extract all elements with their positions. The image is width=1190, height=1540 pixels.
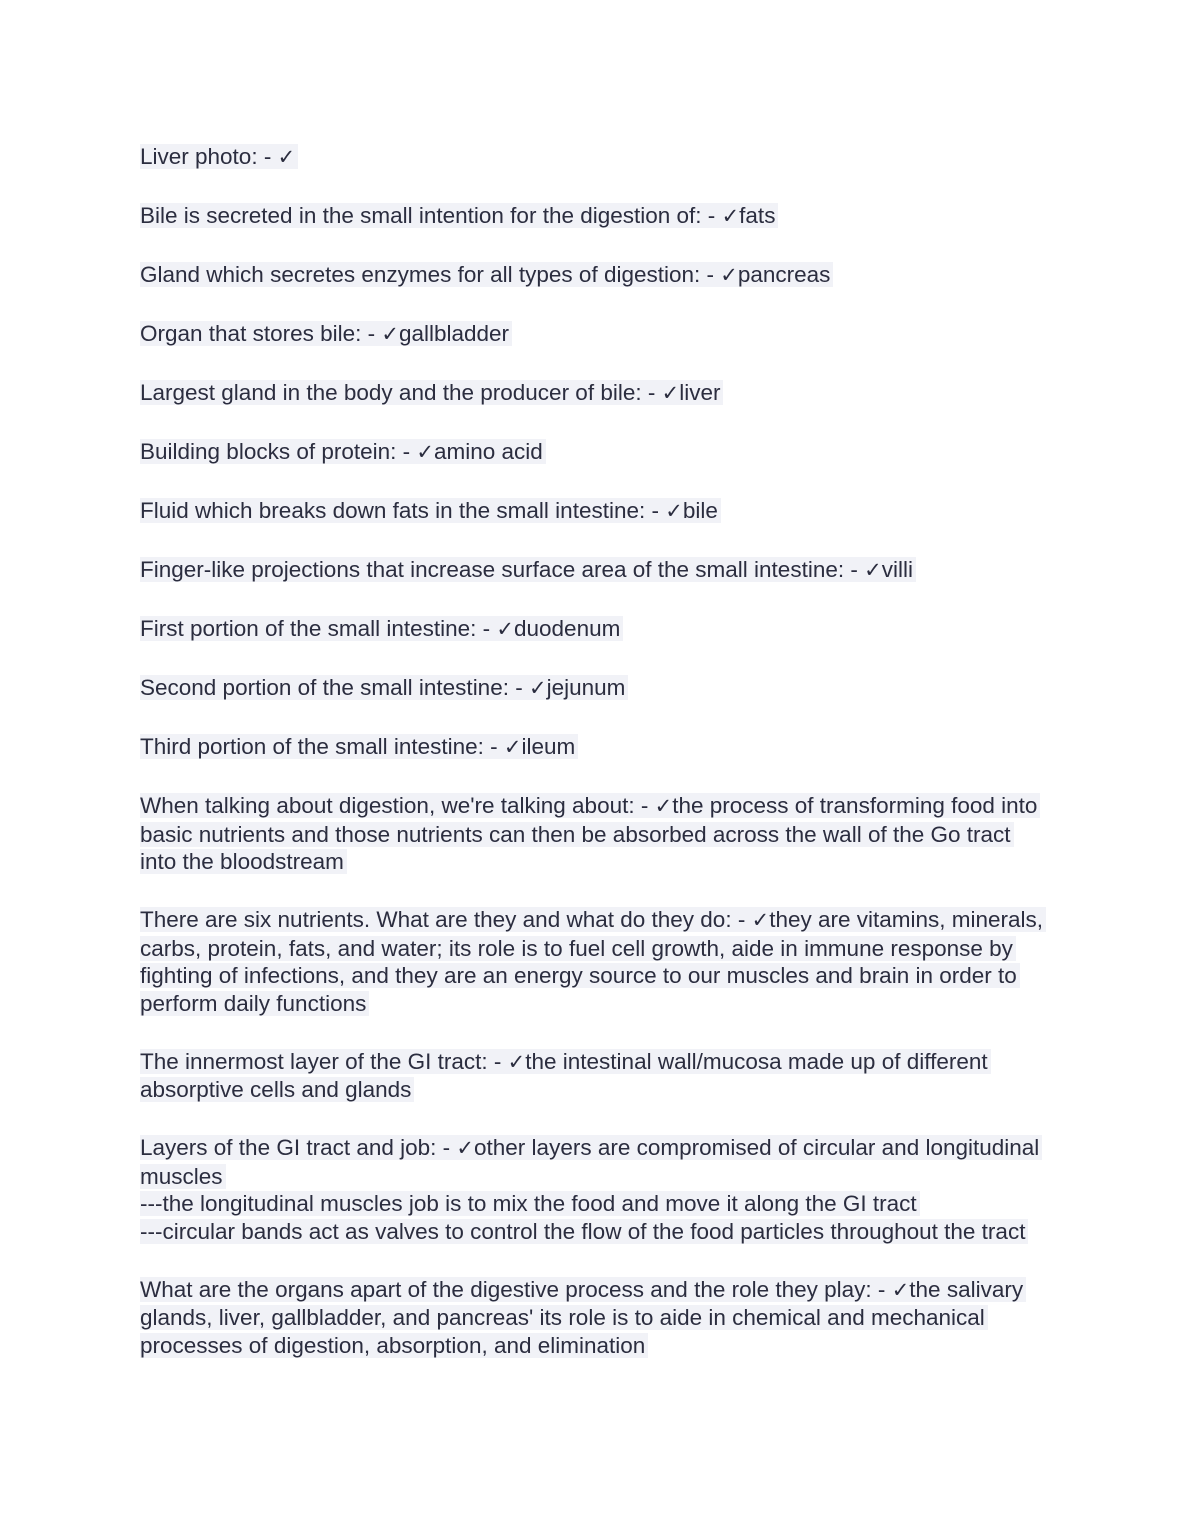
qa-item-gland-enzymes: [140, 261, 1050, 290]
qa-item-fluid-fats: [140, 497, 1050, 526]
qa-item-six-nutrients: [140, 906, 1050, 1017]
question-text: Building blocks of protein: -: [140, 439, 417, 464]
checkmark-icon: ✓: [528, 676, 547, 700]
answer-text: other layers are compromised of circular and longitudinal muscles: [140, 1135, 1040, 1189]
answer-extra-line: ---circular bands act as valves to control the flow of the food particles throughout the tract: [140, 1218, 1050, 1246]
qa-item-gi-layers: [140, 1134, 1050, 1245]
checkmark-icon: ✓: [277, 145, 296, 169]
answer-text: the salivary glands, liver, gallbladder, and pancreas' its role is to aide in chemical and mechanical processes of digestion, absorption, and elimination: [140, 1276, 1024, 1358]
checkmark-icon: ✓: [507, 1049, 526, 1074]
answer-extra-line: ---the longitudinal muscles job is to mix the food and move it along the GI tract: [140, 1190, 1050, 1218]
answer-text: they are vitamins, minerals, carbs, protein, fats, and water; its role is to fuel cell growth, aide in immune response by fighting of infections, and they are an energy source to our muscles and brain in order to perform daily functions: [140, 907, 1044, 1016]
answer-text: fats: [739, 203, 776, 228]
checkmark-icon: ✓: [891, 1277, 910, 1302]
question-text: Layers of the GI tract and job: -: [140, 1135, 457, 1160]
question-text: Fluid which breaks down fats in the small intestine: -: [140, 498, 666, 523]
qa-item-finger-projections: [140, 556, 1050, 585]
checkmark-icon: ✓: [381, 322, 399, 346]
answer-text: ileum: [521, 734, 576, 759]
qa-item-digestion-definition: [140, 792, 1050, 876]
question-text: Bile is secreted in the small intention for the digestion of: -: [140, 203, 722, 228]
question-text: First portion of the small intestine: -: [140, 616, 497, 641]
answer-text: the process of transforming food into basic nutrients and those nutrients can then be absorbed across the wall of the Go tract into the bloodstream: [140, 793, 1038, 874]
checkmark-icon: ✓: [496, 617, 514, 641]
question-text: Finger-like projections that increase surface area of the small intestine: -: [140, 557, 865, 582]
question-text: There are six nutrients. What are they and what do they do: -: [140, 907, 752, 932]
checkmark-icon: ✓: [720, 263, 738, 287]
answer-text: bile: [682, 498, 718, 523]
checkmark-icon: ✓: [456, 1136, 475, 1160]
qa-item-digestive-organs: [140, 1276, 1050, 1360]
answer-text: jejunum: [546, 675, 626, 700]
checkmark-icon: ✓: [654, 794, 673, 818]
qa-item-liver-photo: [140, 143, 1050, 172]
answer-text: gallbladder: [398, 321, 510, 346]
question-text: The innermost layer of the GI tract: -: [140, 1048, 508, 1074]
answer-text: liver: [679, 380, 721, 405]
answer-text: pancreas: [737, 262, 831, 287]
question-text: Gland which secretes enzymes for all types of digestion: -: [140, 262, 721, 287]
checkmark-icon: ✓: [864, 558, 882, 582]
question-text: Organ that stores bile: -: [140, 321, 382, 346]
qa-item-third-portion: [140, 733, 1050, 762]
question-text: Largest gland in the body and the producer of bile: -: [140, 380, 662, 405]
question-text: When talking about digestion, we're talking about: -: [140, 793, 655, 818]
question-text: Second portion of the small intestine: -: [140, 675, 529, 700]
document-page: [140, 143, 1050, 1390]
qa-item-first-portion: [140, 615, 1050, 644]
qa-item-second-portion: [140, 674, 1050, 703]
question-text: What are the organs apart of the digestive process and the role they play: -: [140, 1276, 892, 1302]
qa-item-bile-digestion: [140, 202, 1050, 231]
checkmark-icon: ✓: [751, 908, 770, 932]
qa-item-innermost-layer: [140, 1048, 1050, 1104]
question-text: Liver photo: -: [140, 144, 278, 169]
question-text: Third portion of the small intestine: -: [140, 734, 504, 759]
qa-item-protein-blocks: [140, 438, 1050, 467]
checkmark-icon: ✓: [665, 499, 683, 523]
checkmark-icon: ✓: [416, 440, 435, 464]
checkmark-icon: ✓: [503, 735, 522, 759]
qa-item-stores-bile: [140, 320, 1050, 349]
qa-item-largest-gland: [140, 379, 1050, 408]
answer-text: the intestinal wall/mucosa made up of different absorptive cells and glands: [140, 1048, 988, 1102]
answer-text: villi: [881, 557, 913, 582]
answer-text: duodenum: [514, 616, 621, 641]
checkmark-icon: ✓: [721, 204, 740, 228]
checkmark-icon: ✓: [661, 381, 680, 405]
answer-text: amino acid: [434, 439, 543, 464]
